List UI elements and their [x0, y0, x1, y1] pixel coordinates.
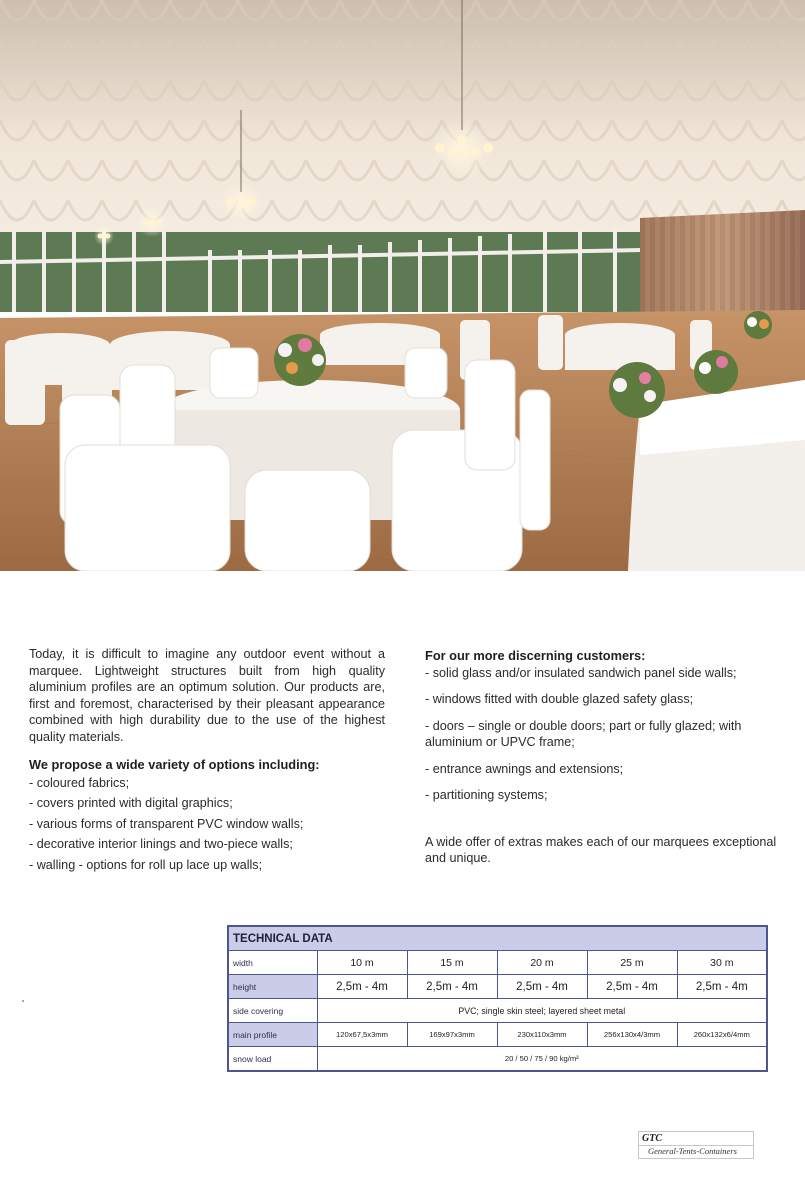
logo-company-name: General-Tents-Containers: [648, 1146, 737, 1156]
table-cell: 260x132x6/4mm: [677, 1023, 767, 1047]
list-item: - coloured fabrics;: [29, 775, 130, 790]
table-cell: 2,5m - 4m: [317, 975, 407, 999]
print-speck: [22, 1000, 24, 1002]
options-list: [29, 775, 385, 874]
table-cell: 2,5m - 4m: [677, 975, 767, 999]
list-item: - decorative interior linings and two-piece walls;: [29, 837, 293, 851]
closing-paragraph: A wide offer of extras makes each of our marquees exceptional and unique.: [425, 834, 777, 865]
logo-abbreviation: GTC: [642, 1133, 662, 1144]
table-cell: 256x130x4/3mm: [587, 1023, 677, 1047]
table-cell: 15 m: [407, 951, 497, 975]
options-heading: We propose a wide variety of options including:: [29, 757, 320, 772]
row-label: side covering: [228, 999, 317, 1023]
table-row-snow-load: [228, 1047, 767, 1072]
hero-photo: [0, 0, 805, 571]
customers-list: [425, 665, 790, 804]
intro-paragraph: Today, it is difficult to imagine any outdoor event without a marquee. Lightweight structures built from high quality aluminium profiles are an optimum solution. Our products are, first and foremost, characterised by their pleasant appearance combined with high durability due to the use of the highest quality materials.: [29, 647, 385, 744]
list-item: - various forms of transparent PVC window walls;: [29, 816, 304, 831]
table-cell: 120x67,5x3mm: [317, 1023, 407, 1047]
gtc-logo: [638, 1131, 754, 1159]
list-item: - partitioning systems;: [425, 788, 548, 802]
table-cell: 20 m: [497, 951, 587, 975]
table-cell: 30 m: [677, 951, 767, 975]
table-title-row: [228, 926, 767, 951]
table-row-main-profile: [228, 1023, 767, 1047]
row-label: height: [228, 975, 317, 999]
table-row-side-covering: [228, 999, 767, 1023]
list-item: - covers printed with digital graphics;: [29, 796, 233, 810]
table-cell: 230x110x3mm: [497, 1023, 587, 1047]
right-column: [425, 648, 790, 867]
row-label: main profile: [228, 1023, 317, 1047]
table-cell: PVC; single skin steel; layered sheet metal: [317, 999, 767, 1023]
row-label: snow load: [228, 1047, 317, 1072]
list-item: - doors – single or double doors; part or fully glazed; with aluminium or UPVC frame;: [425, 718, 742, 749]
list-item: - entrance awnings and extensions;: [425, 761, 624, 776]
table-row-width: [228, 951, 767, 975]
left-column: [29, 646, 385, 877]
table-cell: 2,5m - 4m: [497, 975, 587, 999]
table-cell: 10 m: [317, 951, 407, 975]
technical-data-table: [227, 925, 768, 1072]
table-cell: 25 m: [587, 951, 677, 975]
table-cell: 2,5m - 4m: [407, 975, 497, 999]
list-item: - walling - options for roll up lace up walls;: [29, 857, 263, 872]
table-title: TECHNICAL DATA: [228, 926, 767, 951]
table-cell: 2,5m - 4m: [587, 975, 677, 999]
list-item: - solid glass and/or insulated sandwich panel side walls;: [425, 665, 737, 680]
list-item: - windows fitted with double glazed safety glass;: [425, 692, 694, 706]
customers-heading: For our more discerning customers:: [425, 648, 646, 663]
table-cell: 169x97x3mm: [407, 1023, 497, 1047]
table-cell: 20 / 50 / 75 / 90 kg/m²: [317, 1047, 767, 1072]
row-label: width: [228, 951, 317, 975]
table-row-height: [228, 975, 767, 999]
